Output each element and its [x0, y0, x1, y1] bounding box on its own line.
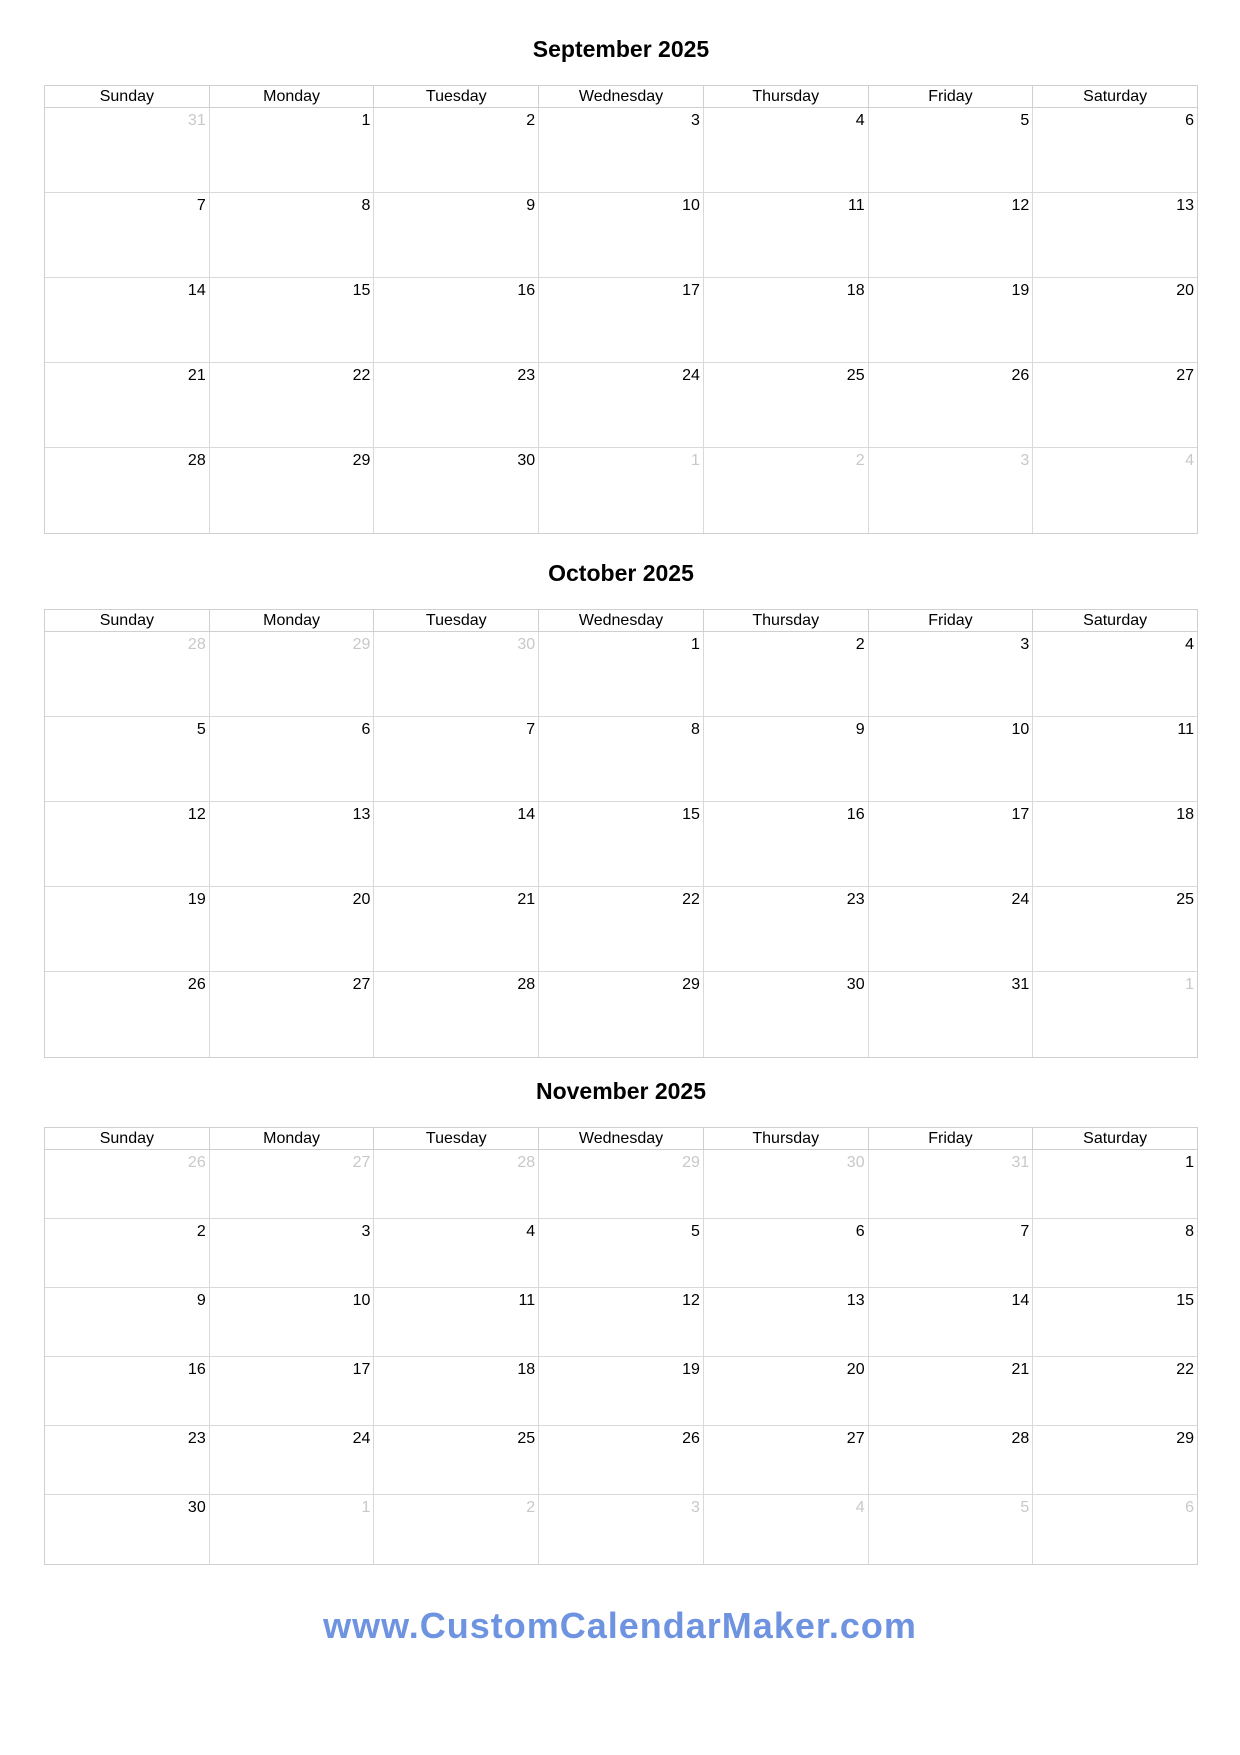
- day-cell: 15: [1032, 1288, 1197, 1356]
- day-cell: 1: [1032, 1150, 1197, 1218]
- week-row: [45, 108, 1197, 193]
- day-cell: 8: [538, 717, 703, 801]
- month-title: October 2025: [548, 560, 694, 586]
- month-title: September 2025: [532, 36, 710, 62]
- day-cell: 27: [703, 1426, 868, 1494]
- day-cell: 3: [538, 108, 703, 192]
- day-cell: 27: [1032, 363, 1197, 447]
- day-cell: 29: [538, 972, 703, 1057]
- weekday-label: Thursday: [703, 610, 868, 631]
- week-row: [45, 887, 1197, 972]
- day-cell-other-month: 3: [538, 1495, 703, 1564]
- day-cell: 28: [187, 452, 206, 469]
- day-cell: 26: [868, 363, 1033, 447]
- day-cell: 24: [209, 1426, 374, 1494]
- day-cell: 26: [538, 1426, 703, 1494]
- day-cell: 1: [209, 108, 374, 192]
- day-cell: 9: [196, 1292, 206, 1309]
- day-cell: 12: [187, 806, 206, 823]
- day-cell: 6: [1032, 108, 1197, 192]
- day-cell: 2: [196, 1223, 206, 1240]
- month-grid: [44, 1127, 1198, 1565]
- day-cell: 29: [209, 448, 374, 533]
- day-cell-other-month: 26: [187, 1154, 206, 1171]
- day-cell: 23: [187, 1430, 206, 1447]
- day-cell: 7: [196, 197, 206, 214]
- week-row: [45, 632, 1197, 717]
- day-cell: 15: [209, 278, 374, 362]
- day-cell: 21: [868, 1357, 1033, 1425]
- day-cell: 23: [703, 887, 868, 971]
- day-cell-other-month: 4: [703, 1495, 868, 1564]
- day-cell: 11: [373, 1288, 538, 1356]
- month-grid: [44, 85, 1198, 534]
- week-row: [45, 1426, 1197, 1495]
- day-cell: 11: [1032, 717, 1197, 801]
- day-cell: 16: [373, 278, 538, 362]
- day-cell: 16: [187, 1361, 206, 1378]
- weekday-label: Friday: [868, 610, 1033, 631]
- day-cell-other-month: 5: [868, 1495, 1033, 1564]
- week-row: [45, 1219, 1197, 1288]
- weekday-label: Wednesday: [538, 86, 703, 107]
- day-cell-other-month: 30: [373, 632, 538, 716]
- day-cell: 17: [209, 1357, 374, 1425]
- week-row: [45, 802, 1197, 887]
- day-cell: 30: [373, 448, 538, 533]
- day-cell: 16: [703, 802, 868, 886]
- day-cell: 2: [703, 632, 868, 716]
- day-cell-other-month: 4: [1032, 448, 1197, 533]
- weekday-label: Saturday: [1032, 1128, 1197, 1149]
- weekday-label: Tuesday: [373, 86, 538, 107]
- week-row: [45, 278, 1197, 363]
- day-cell: 19: [868, 278, 1033, 362]
- day-cell: 20: [1032, 278, 1197, 362]
- day-cell: 14: [868, 1288, 1033, 1356]
- day-cell: 3: [868, 632, 1033, 716]
- day-cell: 19: [538, 1357, 703, 1425]
- weekday-header: [45, 1128, 1197, 1150]
- day-cell: 13: [703, 1288, 868, 1356]
- day-cell: 30: [703, 972, 868, 1057]
- weekday-label: Friday: [868, 1128, 1033, 1149]
- weekday-label: Monday: [209, 1128, 374, 1149]
- day-cell: 18: [703, 278, 868, 362]
- day-cell: 22: [1032, 1357, 1197, 1425]
- day-cell-other-month: 28: [373, 1150, 538, 1218]
- day-cell: 24: [868, 887, 1033, 971]
- day-cell: 5: [196, 721, 206, 738]
- day-cell: 21: [187, 367, 206, 384]
- day-cell: 8: [1032, 1219, 1197, 1287]
- day-cell: 22: [209, 363, 374, 447]
- day-cell: 12: [868, 193, 1033, 277]
- day-cell: 25: [373, 1426, 538, 1494]
- weekday-label: Friday: [868, 86, 1033, 107]
- day-cell: 12: [538, 1288, 703, 1356]
- day-cell-other-month: 3: [868, 448, 1033, 533]
- day-cell: 24: [538, 363, 703, 447]
- day-cell: 5: [538, 1219, 703, 1287]
- day-cell: 10: [209, 1288, 374, 1356]
- day-cell: 8: [209, 193, 374, 277]
- weekday-label: Saturday: [1032, 610, 1197, 631]
- day-cell: 7: [868, 1219, 1033, 1287]
- weekday-label: Monday: [209, 86, 374, 107]
- weekday-label: Thursday: [703, 86, 868, 107]
- week-row: [45, 972, 1197, 1057]
- week-row: [45, 1495, 1197, 1564]
- weekday-label: Tuesday: [373, 1128, 538, 1149]
- day-cell: 3: [209, 1219, 374, 1287]
- day-cell: 14: [373, 802, 538, 886]
- day-cell-other-month: 30: [703, 1150, 868, 1218]
- day-cell-other-month: 1: [538, 448, 703, 533]
- day-cell: 18: [1032, 802, 1197, 886]
- week-row: [45, 1288, 1197, 1357]
- day-cell-other-month: 1: [1032, 972, 1197, 1057]
- day-cell: 10: [868, 717, 1033, 801]
- day-cell: 11: [703, 193, 868, 277]
- weekday-label: Saturday: [1032, 86, 1197, 107]
- day-cell: 9: [373, 193, 538, 277]
- day-cell: 21: [373, 887, 538, 971]
- day-cell: 19: [187, 891, 206, 908]
- day-cell: 4: [373, 1219, 538, 1287]
- weekday-header: [45, 610, 1197, 632]
- day-cell: 6: [703, 1219, 868, 1287]
- week-row: [45, 1150, 1197, 1219]
- day-cell: 18: [373, 1357, 538, 1425]
- day-cell-other-month: 2: [373, 1495, 538, 1564]
- day-cell-other-month: 31: [868, 1150, 1033, 1218]
- day-cell-other-month: 27: [209, 1150, 374, 1218]
- day-cell: 28: [868, 1426, 1033, 1494]
- day-cell: 9: [703, 717, 868, 801]
- day-cell: 15: [538, 802, 703, 886]
- day-cell: 26: [187, 976, 206, 993]
- weekday-label: Wednesday: [538, 610, 703, 631]
- day-cell-other-month: 29: [209, 632, 374, 716]
- day-cell-other-month: 29: [538, 1150, 703, 1218]
- day-cell: 31: [868, 972, 1033, 1057]
- day-cell: 29: [1032, 1426, 1197, 1494]
- day-cell: 10: [538, 193, 703, 277]
- day-cell: 13: [209, 802, 374, 886]
- day-cell: 20: [209, 887, 374, 971]
- day-cell: 17: [868, 802, 1033, 886]
- day-cell-other-month: 28: [187, 636, 206, 653]
- day-cell: 25: [703, 363, 868, 447]
- day-cell: 28: [373, 972, 538, 1057]
- weekday-label: Thursday: [703, 1128, 868, 1149]
- day-cell: 7: [373, 717, 538, 801]
- day-cell: 30: [187, 1499, 206, 1516]
- weekday-label: Monday: [209, 610, 374, 631]
- day-cell-other-month: 31: [187, 112, 206, 129]
- day-cell-other-month: 6: [1032, 1495, 1197, 1564]
- day-cell-other-month: 2: [703, 448, 868, 533]
- week-row: [45, 717, 1197, 802]
- day-cell: 1: [538, 632, 703, 716]
- day-cell: 13: [1032, 193, 1197, 277]
- day-cell: 14: [187, 282, 206, 299]
- day-cell: 4: [1032, 632, 1197, 716]
- month-grid: [44, 609, 1198, 1058]
- day-cell: 25: [1032, 887, 1197, 971]
- month-title: November 2025: [535, 1078, 707, 1104]
- day-cell: 22: [538, 887, 703, 971]
- week-row: [45, 1357, 1197, 1426]
- weekday-header: [45, 86, 1197, 108]
- weekday-label: Tuesday: [373, 610, 538, 631]
- weekday-label: Sunday: [99, 612, 154, 629]
- day-cell: 23: [373, 363, 538, 447]
- day-cell: 27: [209, 972, 374, 1057]
- day-cell: 20: [703, 1357, 868, 1425]
- day-cell: 4: [703, 108, 868, 192]
- day-cell: 17: [538, 278, 703, 362]
- weekday-label: Sunday: [99, 1130, 154, 1147]
- day-cell: 2: [373, 108, 538, 192]
- weekday-label: Sunday: [99, 88, 154, 105]
- day-cell-other-month: 1: [209, 1495, 374, 1564]
- weekday-label: Wednesday: [538, 1128, 703, 1149]
- day-cell: 5: [868, 108, 1033, 192]
- week-row: [45, 193, 1197, 278]
- week-row: [45, 363, 1197, 448]
- site-url-footer[interactable]: www.CustomCalendarMaker.com: [323, 1605, 917, 1646]
- day-cell: 6: [209, 717, 374, 801]
- week-row: [45, 448, 1197, 533]
